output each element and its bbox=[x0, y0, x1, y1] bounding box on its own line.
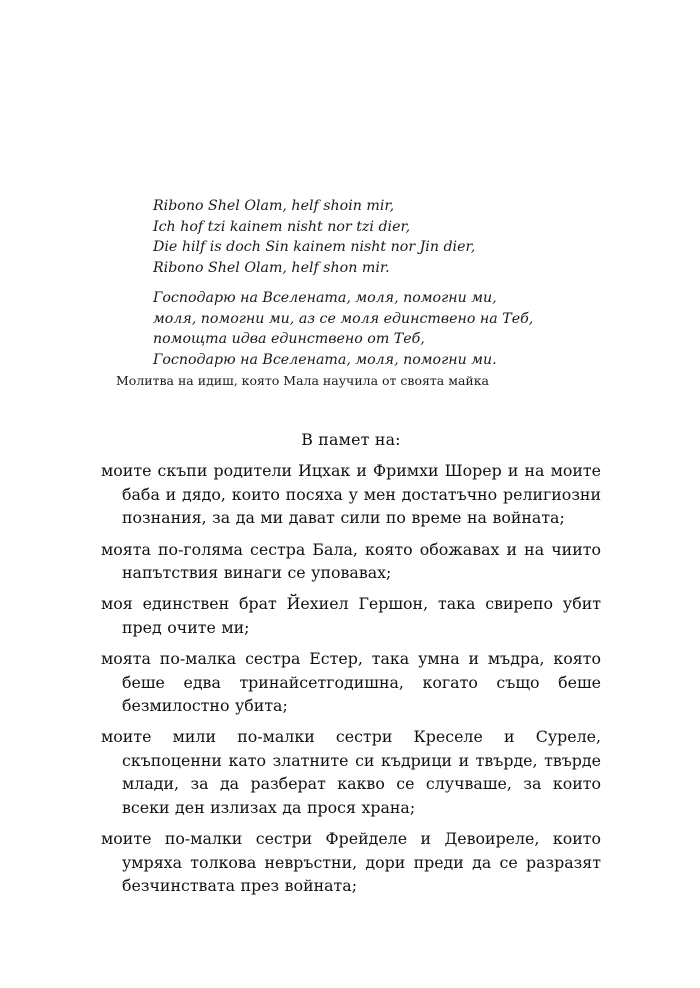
dedication-entry: моите мили по-малки сестри Креселе и Суреле, скъпоценни като златните си къдрици и твърде, твърде млади, за да разберат какво се случваше, за които всеки ден излизах да прося храна; bbox=[101, 727, 601, 817]
poem-stanza-translation bbox=[153, 288, 573, 370]
dedication-entry: моите скъпи родители Ицхак и Фримхи Шорер и на моите баба и дядо, които посяха у мен достатъчно религиозни познания, за да ми дават сили по време на войната; bbox=[101, 461, 601, 528]
poem-line: Ich hof tzi kainem nisht nor tzi dier, bbox=[153, 218, 411, 235]
dedication-entry: моя единствен брат Йехиел Гершон, така свирепо убит пред очите ми; bbox=[101, 594, 601, 637]
dedication-entry: моята по-голяма сестра Бала, която обожавах и на чиито напътствия винаги се уповавах; bbox=[101, 539, 601, 583]
poem-line: Die hilf is doch Sin kainem nisht nor Jin dier, bbox=[153, 239, 476, 255]
dedication-title: В памет на: bbox=[301, 430, 401, 449]
poem-line: помощта идва единствено от Теб, bbox=[153, 331, 425, 347]
dedication-entry: моята по-малка сестра Естер, така умна и мъдра, която беше едва тринайсетгодишна, когато също беше безмилостно убита; bbox=[101, 649, 601, 716]
epigraph-poem bbox=[153, 196, 573, 370]
poem-line: Ribono Shel Olam, helf shon mir. bbox=[153, 259, 390, 276]
dedication-section bbox=[101, 428, 601, 905]
dedication-entry: моите по-малки сестри Фрейделе и Девоиреле, които умряха толкова невръстни, дори преди да се разразят безчинствата през войната; bbox=[101, 829, 601, 895]
poem-line: Ribono Shel Olam, helf shoin mir, bbox=[153, 198, 395, 214]
poem-stanza-yiddish bbox=[153, 196, 573, 278]
poem-attribution: Молитва на идиш, която Мала научила от своята майка bbox=[116, 373, 489, 388]
poem-line: моля, помогни ми, аз се моля единствено на Теб, bbox=[153, 310, 534, 327]
poem-line: Господарю на Вселената, моля, помогни ми, bbox=[153, 290, 497, 306]
poem-line: Господарю на Вселената, моля, помогни ми. bbox=[153, 351, 497, 368]
